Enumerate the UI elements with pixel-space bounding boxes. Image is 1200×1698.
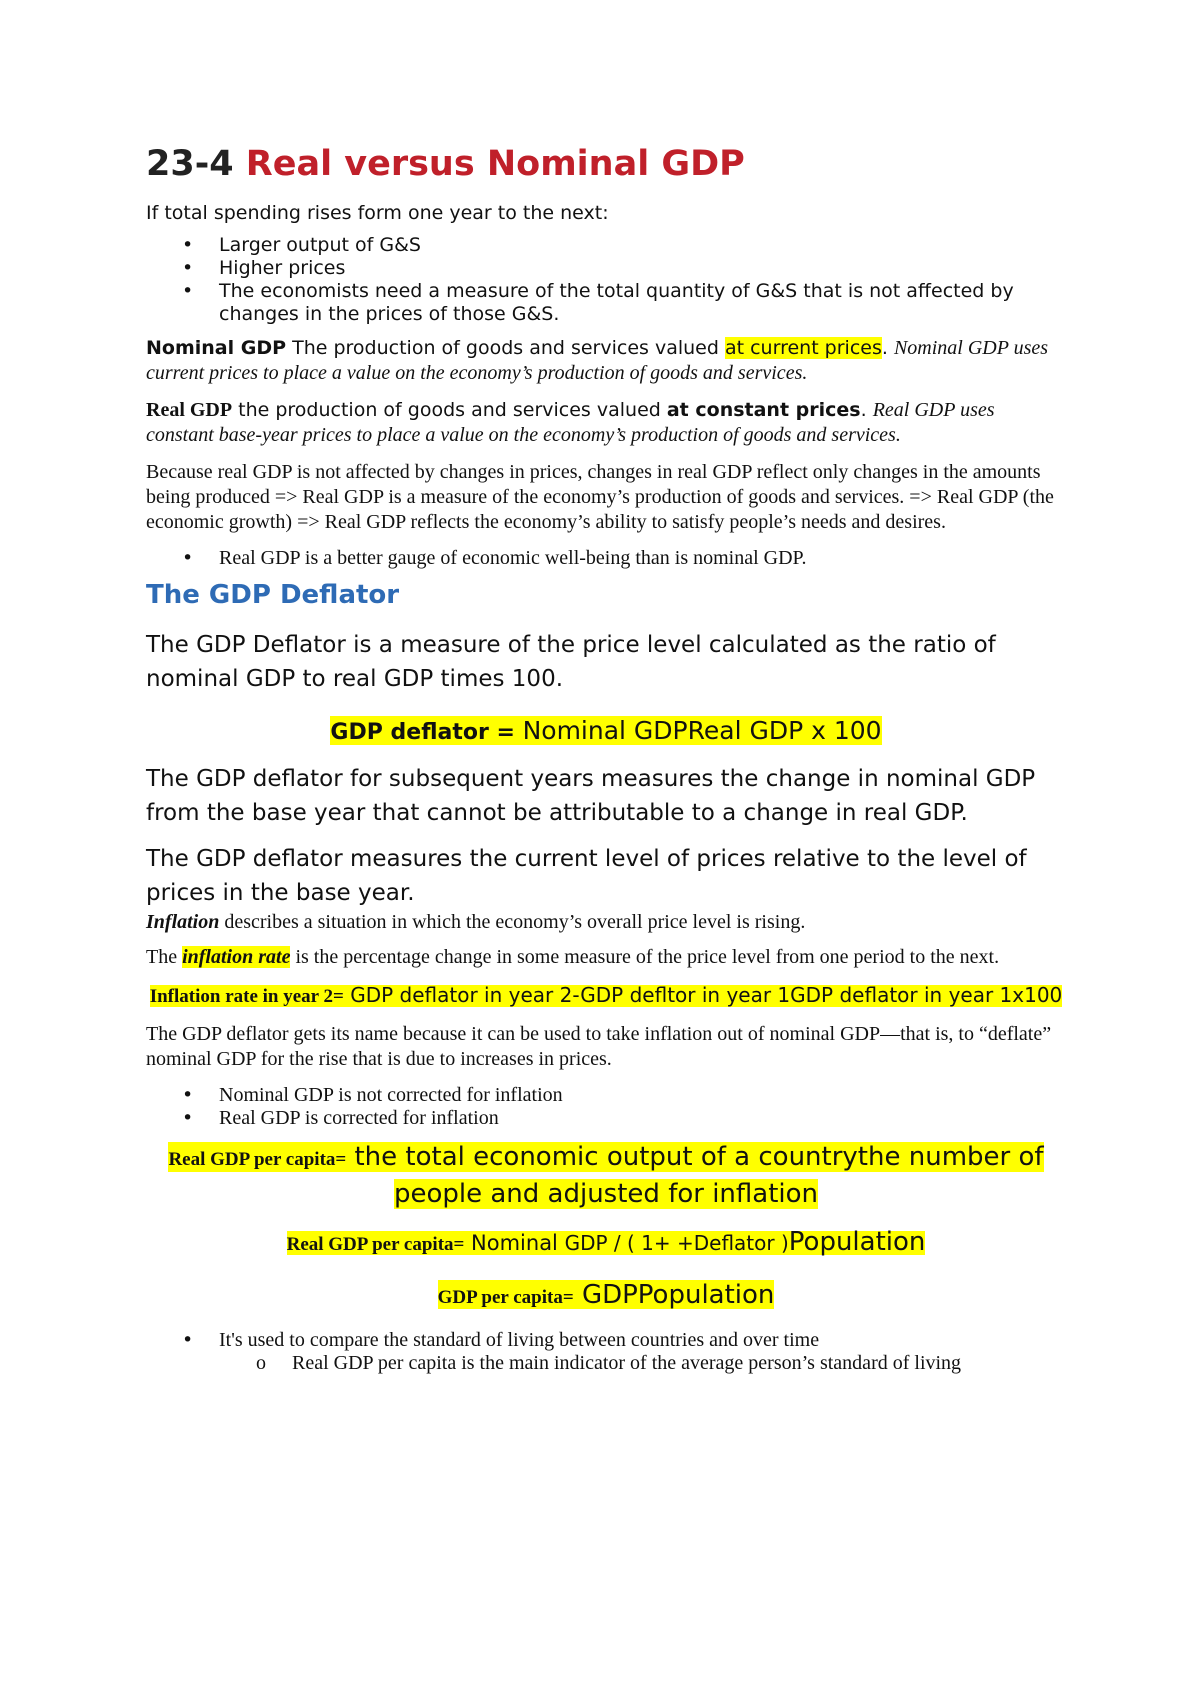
formula-highlight [286,1227,926,1257]
inflation-definition [146,910,1066,935]
formula-label: Real GDP per capita= [168,1149,347,1170]
inflation-rate-def-text: is the percentage change in some measure of the price level from one period to the next. [290,946,1000,968]
constant-prices-bold: at constant prices [666,399,861,421]
because-paragraph: Because real GDP is not affected by changes in prices, changes in real GDP reflect only changes in the amounts being produced => Real GDP is a measure of the economy’s production of goods and services. => Real GDP (the economic growth) => Real GDP reflects the economy’s ability to satisfy people’s needs and desires. [146,461,1054,533]
current-prices-highlight: at current prices [724,337,882,359]
inflation-rate-definition [146,945,1066,970]
deflate-paragraph: The GDP deflator gets its name because it can be used to take inflation out of nominal GDP—that is, to “deflate” nominal GDP for the rise that is due to increases in prices. [146,1023,1052,1070]
real-gdp-term: Real GDP [146,399,233,421]
list-item: • Real GDP is a better gauge of economic well-being than is nominal GDP. [146,547,1066,570]
real-gdp-definition [146,398,1066,448]
inflation-correction-list [146,1084,1066,1130]
real-gdp-per-capita-formula-1 [146,1140,1066,1211]
standard-of-living-list [146,1329,1066,1352]
formula-highlight [150,985,1063,1007]
formula-highlight [168,1142,1043,1209]
list-item: o Real GDP per capita is the main indicator of the average person’s standard of living [146,1352,1066,1375]
section-title [146,140,1066,188]
standard-of-living-sublist [146,1352,1066,1375]
list-item: • Real GDP is corrected for inflation [146,1107,1066,1130]
inflation-rate-term: inflation rate [182,946,291,968]
inflation-rate-pre: The [146,946,183,968]
deflator-subsequent-years: The GDP deflator for subsequent years measures the change in nominal GDP from the base year that cannot be attributable to a change in real GDP. [146,766,1036,826]
nominal-gdp-italic: Nominal GDP uses current prices to place a value on the economy’s production of goods and services. [146,337,1049,384]
intro-text: If total spending rises form one year to the next: [146,202,609,224]
formula-label: Real GDP per capita= [286,1234,465,1255]
formula-expression-part-2: GDP / ( 1+ +Deflator ) [564,1231,789,1255]
inflation-def-text: describes a situation in which the economy’s overall price level is rising. [219,911,806,933]
inflation-term: Inflation [146,911,220,933]
gdp-deflator-heading: The GDP Deflator [146,580,400,610]
formula-expression-part-1: Nominal [464,1231,565,1255]
formula-highlight [330,716,881,745]
nominal-gdp-definition [146,336,1066,386]
formula-label: GDP deflator = [330,720,523,745]
list-item: • Larger output of G&S [146,234,1066,257]
section-number: 23-4 [146,144,246,184]
formula-label: Inflation rate in year 2= [149,986,344,1007]
gdp-per-capita-formula [146,1278,1066,1315]
formula-expression: GDPPopulation [573,1280,775,1310]
real-gdp-italic: Real GDP uses constant base-year prices to place a value on the economy’s production of goods and services. [146,399,995,446]
document-page [146,140,1066,1375]
list-item: • Higher prices [146,257,1066,280]
list-item: • Nominal GDP is not corrected for inflation [146,1084,1066,1107]
section-title-text: Real versus Nominal GDP [245,144,745,184]
nominal-dot: . [881,337,894,359]
nominal-gdp-term: Nominal GDP [146,337,287,359]
gdp-deflator-definition: The GDP Deflator is a measure of the price level calculated as the ratio of nominal GDP to real GDP times 100. [146,632,996,692]
gdp-deflator-formula [146,716,1066,746]
real-gdp-per-capita-formula-2 [146,1225,1066,1262]
real-dot: . [860,399,873,421]
nominal-gdp-def-text: The production of goods and services valued [286,337,725,359]
inflation-rate-formula [146,982,1066,1010]
list-item: • It's used to compare the standard of living between countries and over time [146,1329,1066,1352]
formula-label: GDP per capita= [437,1287,574,1308]
formula-expression-part-3: Population [788,1227,926,1257]
intro-bullet-list [146,234,1066,326]
list-item: • The economists need a measure of the total quantity of G&S that is not affected by changes in the prices of those G&S. [146,280,1066,326]
formula-expression: GDP deflator in year 2-GDP defltor in year 1GDP deflator in year 1x100 [343,983,1063,1007]
better-gauge-list [146,547,1066,570]
formula-expression: the total economic output of a countrythe number of people and adjusted for inflation [346,1142,1044,1209]
real-gdp-def-text: the production of goods and services valued [232,399,667,421]
formula-highlight [438,1280,775,1309]
formula-expression: Nominal GDPReal GDP x 100 [522,716,882,745]
deflator-measures-text: The GDP deflator measures the current level of prices relative to the level of prices in the base year. [146,846,1027,906]
